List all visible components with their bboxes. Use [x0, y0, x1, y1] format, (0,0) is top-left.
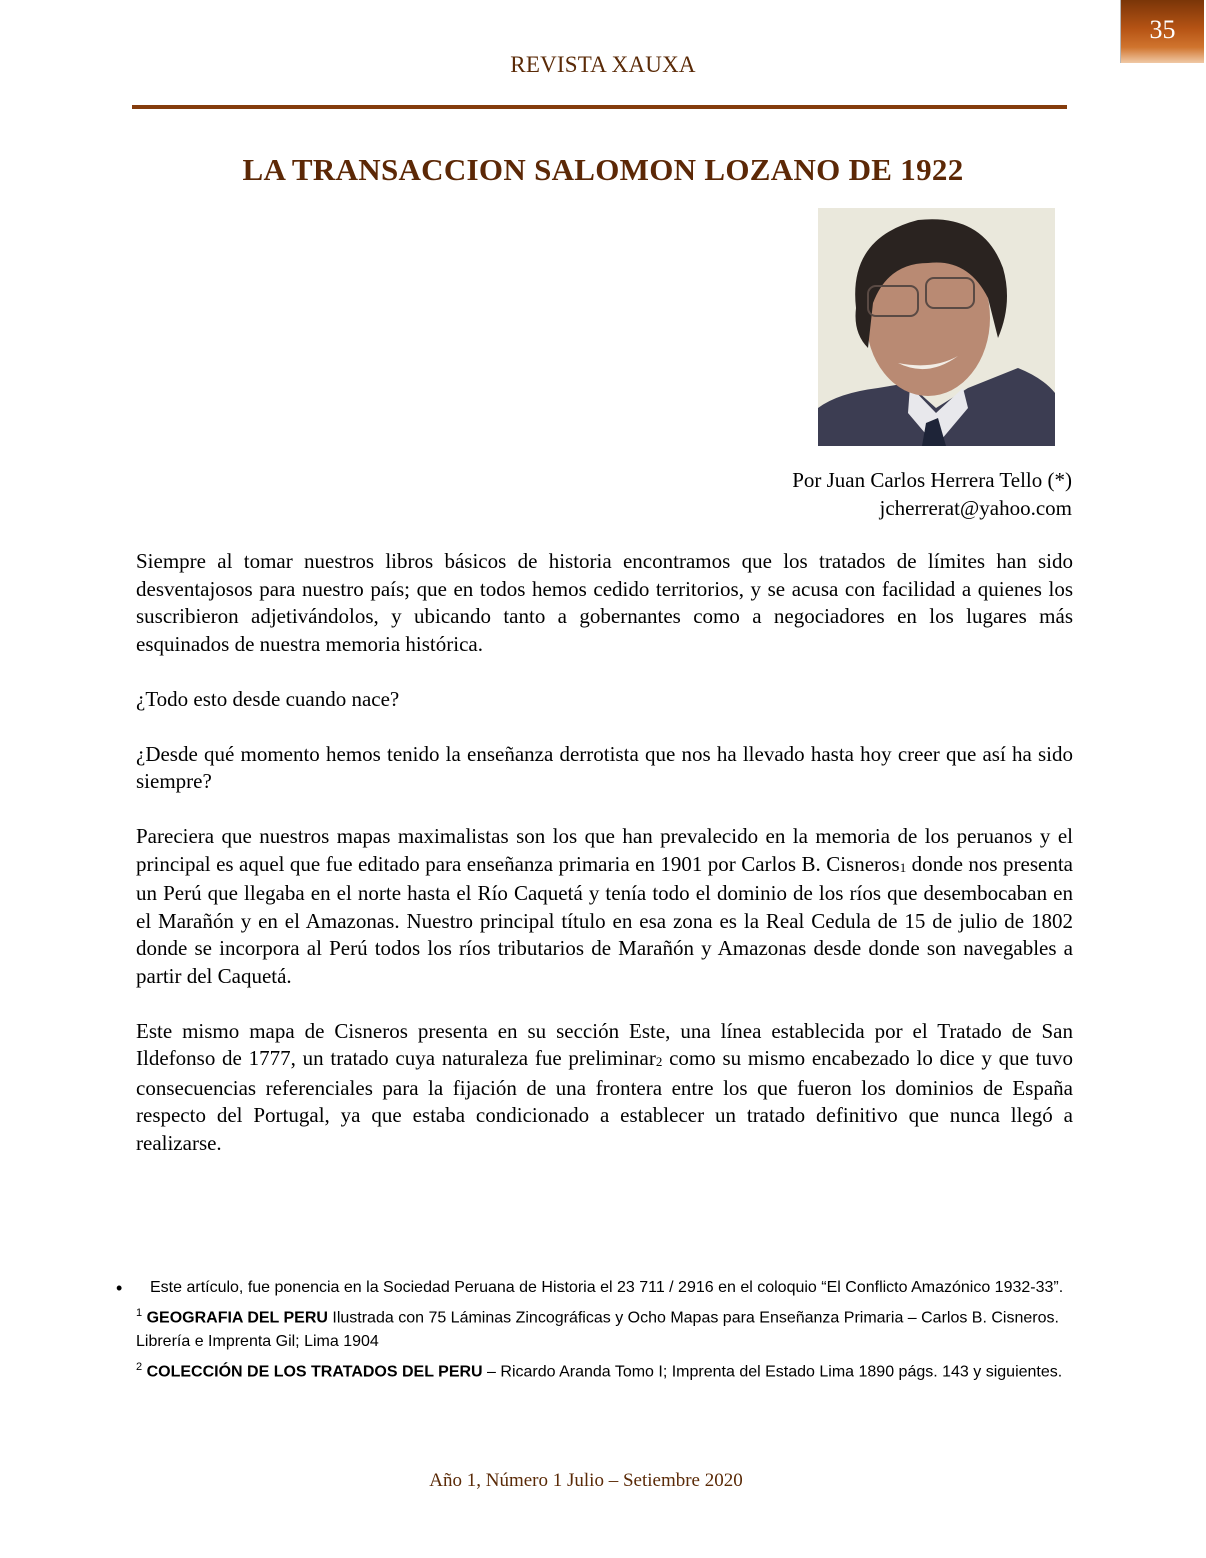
article-body	[136, 548, 1073, 1185]
footnote-bullet-note: • Este artículo, fue ponencia en la Sociedad Peruana de Historia el 23 711 / 2916 en el coloquio “El Conflicto Amazónico 1932-33”.	[136, 1276, 1076, 1301]
footnote-number: 2	[136, 1360, 143, 1373]
footnote-item: $^2$ COLECCIÓN DE LOS TRATADOS DEL PERU – Ricardo Aranda Tomo I; Imprenta del Estado Lima 1890 págs. 143 y siguientes.	[136, 1360, 1063, 1381]
footnote-title: GEOGRAFIA DEL PERU	[146, 1308, 328, 1326]
footnote-ref[interactable]: 1	[899, 859, 907, 875]
author-name: Por Juan Carlos Herrera Tello (*)	[792, 468, 1072, 492]
bullet-icon: •	[116, 1278, 123, 1298]
footnote-item: $^1$ GEOGRAFIA DEL PERU Ilustrada con 75 Láminas Zincográficas y Ocho Mapas para Enseñanza Primaria – Carlos B. Cisneros. Librería e Imprenta Gil; Lima 1904	[136, 1306, 1059, 1351]
footnote-title: COLECCIÓN DE LOS TRATADOS DEL PERU	[146, 1363, 483, 1381]
page-footer: Año 1, Número 1 Julio – Setiembre 2020	[429, 1470, 743, 1491]
paragraph: Siempre al tomar nuestros libros básicos de historia encontramos que los tratados de límites han sido desventajosos para nuestro país; que en todos hemos cedido territorios, y se acusa con facilidad a quienes los suscribieron adjetivándolos, y ubicando tanto a gobernantes como a negociadores en los lugares más esquinados de nuestra memoria histórica.	[136, 549, 1073, 656]
paragraph: ¿Todo esto desde cuando nace?	[136, 686, 400, 711]
footnote-number: 1	[136, 1306, 143, 1319]
paragraph: Este mismo mapa de Cisneros presenta en su sección Este, una línea establecida por el Tratado de San Ildefonso de 1777, un tratado cuya naturaleza fue preliminar$_2$ como su mismo encabezado lo dice y que tuvo consecuencias referenciales para la fijación de una frontera entre los que fueron los dominios de España respecto del Portugal, ya que estaba condicionado a establecer un tratado definitivo que nunca llegó a realizarse.	[136, 1018, 1073, 1155]
footnote-ref[interactable]: 2	[655, 1054, 663, 1069]
page-number: 35	[1149, 15, 1176, 44]
author-photo	[818, 208, 1055, 446]
header-rule	[132, 105, 1067, 109]
article-title: LA TRANSACCION SALOMON LOZANO DE 1922	[242, 152, 964, 187]
author-email[interactable]: jcherrerat@yahoo.com	[879, 496, 1072, 520]
footnotes	[116, 1276, 1076, 1385]
paragraph: Pareciera que nuestros mapas maximalistas son los que han prevalecido en la memoria de los peruanos y el principal es aquel que fue editado para enseñanza primaria en 1901 por Carlos B. Cisneros$_1$ donde nos presenta un Perú que llegaba en el norte hasta el Río Caquetá y tenía todo el dominio de los ríos que desembocaban en el Marañón y en el Amazonas. Nuestro principal título en esa zona es la Real Cedula de 15 de julio de 1802 donde se incorpora al Perú todos los ríos tributarios de Marañón y Amazonas desde donde son navegables a partir del Caquetá.	[136, 824, 1073, 988]
running-head: REVISTA XAUXA	[510, 52, 696, 77]
byline	[792, 466, 1072, 522]
portrait-image	[818, 208, 1055, 446]
paragraph: ¿Desde qué momento hemos tenido la enseñanza derrotista que nos ha llevado hasta hoy creer que así ha sido siempre?	[136, 741, 1073, 793]
